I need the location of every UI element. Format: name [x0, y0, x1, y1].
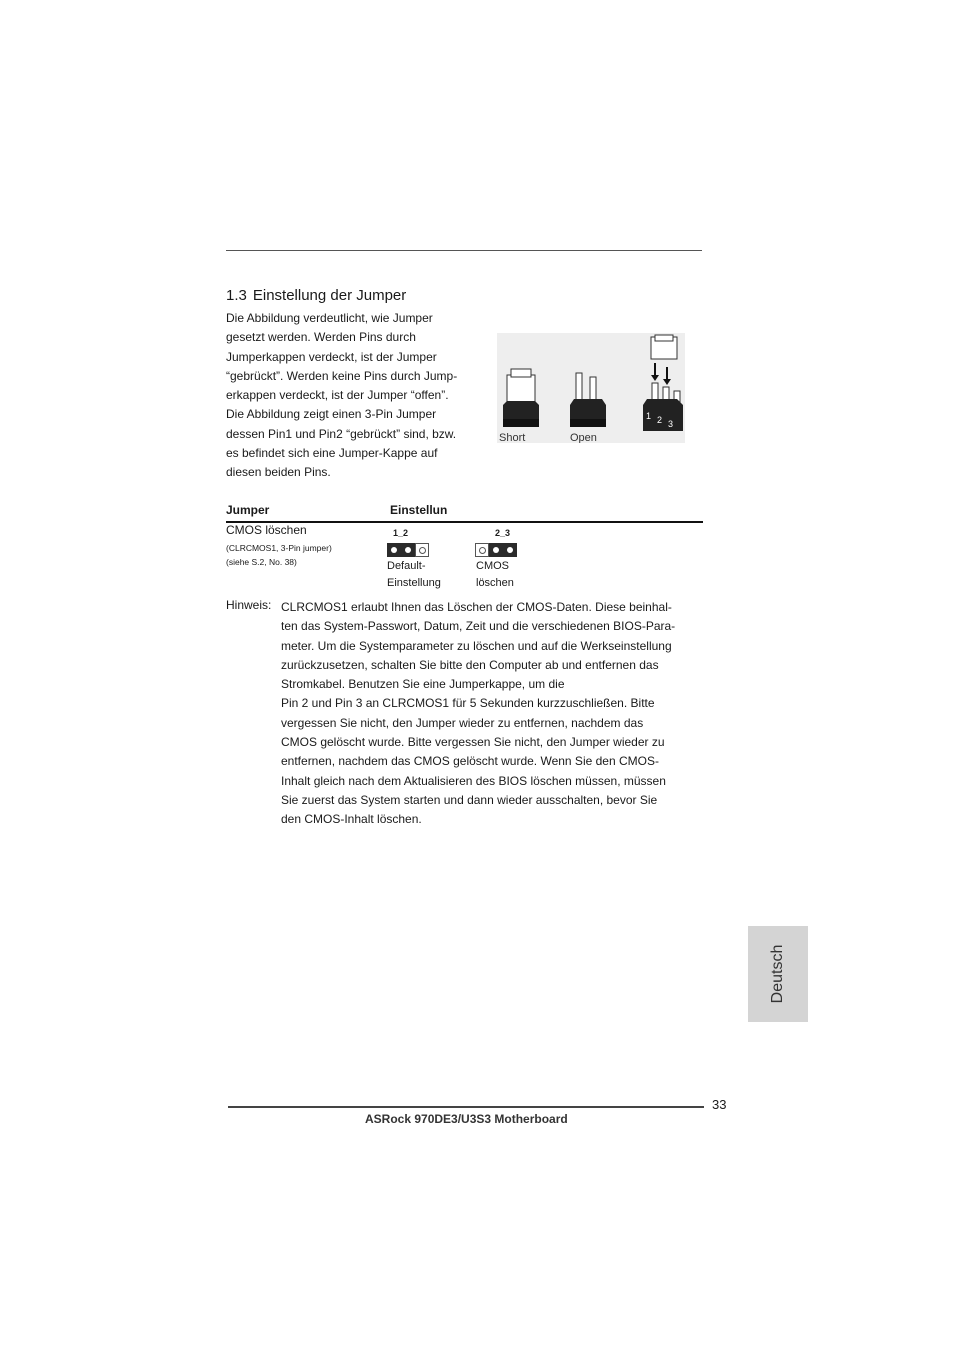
note-line: meter. Um die Systemparameter zu löschen und auf die Werkseinstellung [281, 638, 672, 653]
option-2-pin-label: 2_3 [495, 528, 511, 538]
language-tab-label: Deutsch [769, 944, 786, 1004]
option-2-caption [476, 558, 514, 592]
intro-line: diesen beiden Pins. [226, 465, 331, 480]
jumper-illustration-graphic [497, 333, 685, 443]
intro-line: Jumperkappen verdeckt, ist der Jumper [226, 349, 437, 364]
option-1-pin-diagram [387, 543, 429, 557]
section-number: 1.3 [226, 287, 247, 304]
top-rule [226, 250, 702, 251]
pin-capped [489, 543, 503, 557]
page-number: 33 [712, 1097, 727, 1112]
footer-rule [228, 1106, 704, 1108]
option-2-caption-line: löschen [476, 577, 514, 589]
option-1-caption-line: Default- [387, 560, 426, 572]
note-line: Pin 2 und Pin 3 an CLRCMOS1 für 5 Sekunden kurzzuschließen. Bitte [281, 696, 655, 711]
note-paragraph [281, 598, 705, 830]
option-2-pin-diagram [475, 543, 517, 557]
cmos-jumper-id: (CLRCMOS1, 3-Pin jumper) [226, 543, 332, 553]
note-label: Hinweis: [226, 598, 272, 612]
intro-line: Die Abbildung zeigt einen 3-Pin Jumper [226, 407, 437, 422]
note-line: den CMOS-Inhalt löschen. [281, 812, 422, 827]
intro-paragraph [226, 309, 477, 483]
note-line: CLRCMOS1 erlaubt Ihnen das Löschen der CMOS-Daten. Diese beinhal- [281, 600, 672, 614]
footer-product-name: ASRock 970DE3/U3S3 Motherboard [365, 1112, 568, 1126]
pin-capped [401, 543, 415, 557]
intro-line: “gebrückt”. Werden keine Pins durch Jump- [226, 368, 458, 383]
section-title-text: Einstellung der Jumper [252, 287, 407, 304]
language-tab [748, 926, 808, 1022]
pin-number-3: 3 [668, 419, 674, 429]
note-line: ten das System-Passwort, Datum, Zeit und die verschiedenen BIOS-Para- [281, 619, 676, 634]
cmos-clear-label: CMOS löschen [226, 523, 307, 537]
column-header-setting: Einstellun [390, 503, 448, 517]
pin-number-1: 1 [646, 411, 652, 421]
short-label: Short [499, 432, 526, 443]
note-line: Stromkabel. Benutzen Sie eine Jumperkappe, um die [281, 677, 565, 692]
pin-open [415, 543, 429, 557]
note-line: vergessen Sie nicht, den Jumper wieder zu entfernen, nachdem das [281, 715, 644, 730]
intro-line: Die Abbildung verdeutlicht, wie Jumper [226, 311, 433, 325]
note-line: CMOS gelöscht wurde. Bitte vergessen Sie nicht, den Jumper wieder zu [281, 735, 665, 750]
short-jumper [503, 369, 539, 427]
intro-line: erkappen verdeckt, ist der Jumper “offen”. [226, 388, 449, 403]
intro-line: gesetzt werden. Werden Pins durch [226, 330, 416, 345]
cmos-jumper-reference: (siehe S.2, No. 38) [226, 557, 297, 567]
jumper-table-header [226, 503, 703, 523]
pin-open [475, 543, 489, 557]
jumper-illustration [497, 333, 685, 443]
note-line: Inhalt gleich nach dem Aktualisieren des BIOS löschen müssen, müssen [281, 773, 666, 788]
intro-line: es befindet sich eine Jumper-Kappe auf [226, 446, 438, 461]
open-jumper [570, 373, 606, 427]
option-1-pin-label: 1_2 [393, 528, 409, 538]
pin-number-2: 2 [657, 415, 663, 425]
option-2-caption-line: CMOS [476, 560, 509, 572]
column-header-jumper: Jumper [226, 503, 270, 517]
pin-capped [387, 543, 401, 557]
note-line: entfernen, nachdem das CMOS gelöscht wurde. Wenn Sie den CMOS- [281, 754, 659, 769]
open-label: Open [570, 432, 597, 443]
option-1-caption [387, 558, 441, 592]
section-title [226, 287, 412, 304]
intro-line: dessen Pin1 und Pin2 “gebrückt” sind, bzw. [226, 426, 457, 441]
note-line: zurückzusetzen, schalten Sie bitte den Computer ab und entfernen das [281, 657, 659, 672]
option-1-caption-line: Einstellung [387, 577, 441, 589]
note-line: Sie zuerst das System starten und dann wieder ausschalten, bevor Sie [281, 792, 658, 807]
pin-capped [503, 543, 517, 557]
